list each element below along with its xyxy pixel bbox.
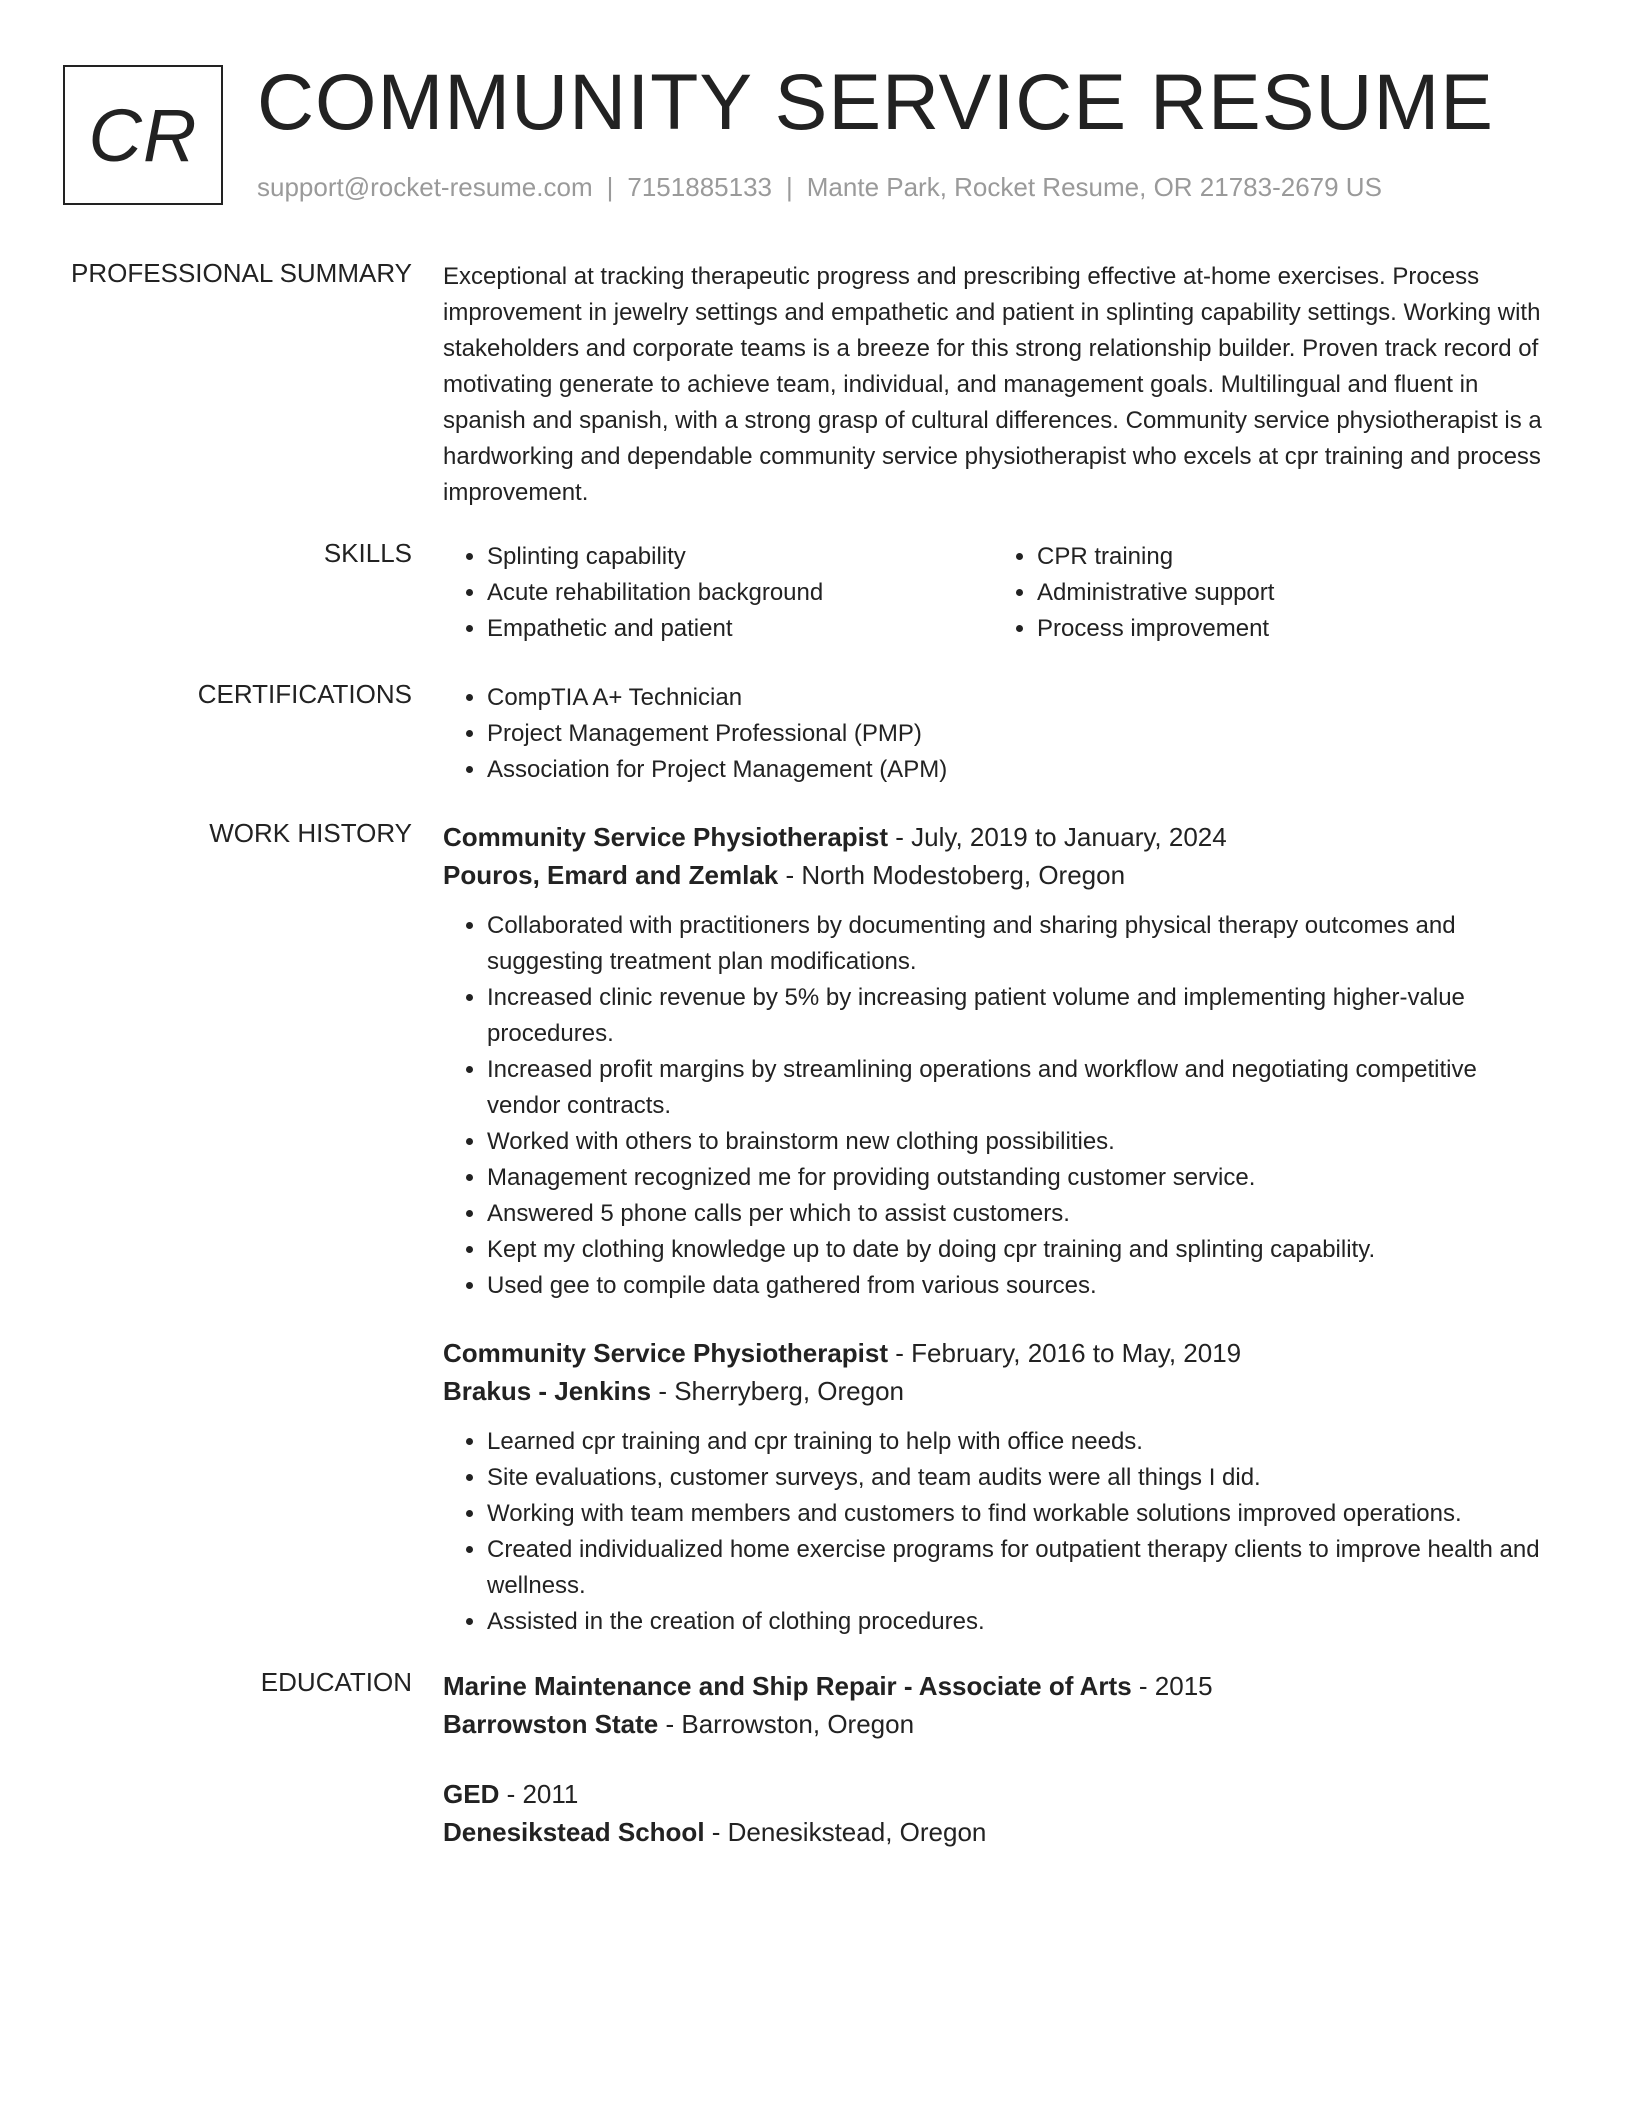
contact-separator: | [606,172,614,202]
skill-item: • Empathetic and patient [487,611,993,647]
job-dates: - February, 2016 to May, 2019 [888,1338,1242,1368]
education-entry [443,1775,1543,1851]
job-bullet: • Management recognized me for providing outstanding customer service. [487,1160,1543,1196]
summary-body [443,259,1543,511]
job-location: - North Modestoberg, Oregon [778,860,1126,890]
section-heading: SKILLS [323,538,412,568]
education-school: Barrowston State [443,1709,659,1739]
contact-email[interactable]: support@rocket-resume.com [257,172,593,202]
skill-item: • Splinting capability [487,539,993,575]
contact-address: Mante Park, Rocket Resume, OR 21783-2679 US [806,172,1382,202]
education-school-line [443,1813,1543,1851]
job-bullet: • Used gee to compile data gathered from various sources. [487,1268,1543,1304]
certification-item: • Project Management Professional (PMP) [487,716,1543,752]
job-company: Brakus - Jenkins [443,1376,652,1406]
certification-item: • Association for Project Management (APM) [487,752,1543,788]
job-title: Community Service Physiotherapist [443,1338,889,1368]
skill-item: • Administrative support [1037,575,1543,611]
skills-list-left [443,539,993,647]
job-company-line [443,1372,1543,1410]
page-title: COMMUNITY SERVICE RESUME [257,57,1494,146]
education-degree: Marine Maintenance and Ship Repair - Associate of Arts [443,1671,1132,1701]
education-degree: GED [443,1779,500,1809]
education-location: - Barrowston, Oregon [658,1709,915,1739]
job-entry [443,1334,1543,1640]
job-title-line [443,1334,1543,1372]
job-company-line [443,856,1543,894]
certification-item: • CompTIA A+ Technician [487,680,1543,716]
job-bullet: • Working with team members and customers to find workable solutions improved operations. [487,1496,1543,1532]
skill-item: • Process improvement [1037,611,1543,647]
job-title: Community Service Physiotherapist [443,822,889,852]
job-bullet: • Worked with others to brainstorm new clothing possibilities. [487,1124,1543,1160]
skills-list-right [993,539,1543,647]
job-bullet: • Assisted in the creation of clothing procedures. [487,1604,1543,1640]
education-year: - 2015 [1131,1671,1213,1701]
section-heading: PROFESSIONAL SUMMARY [71,258,412,288]
education-degree-line [443,1775,1543,1813]
skill-item: • CPR training [1037,539,1543,575]
job-entry [443,818,1543,1304]
contact-phone[interactable]: 7151885133 [627,172,772,202]
education-body [443,1667,1543,1851]
section-heading: EDUCATION [260,1667,412,1697]
job-bullet: • Learned cpr training and cpr training to help with office needs. [487,1424,1543,1460]
job-company: Pouros, Emard and Zemlak [443,860,779,890]
job-bullet: • Increased clinic revenue by 5% by increasing patient volume and implementing higher-value procedures. [487,980,1543,1052]
job-bullet: • Collaborated with practitioners by documenting and sharing physical therapy outcomes and suggesting treatment plan modifications. [487,908,1543,980]
skill-item: • Acute rehabilitation background [487,575,993,611]
section-heading: WORK HISTORY [209,818,412,848]
job-bullet: • Created individualized home exercise programs for outpatient therapy clients to improve health and wellness. [487,1532,1543,1604]
education-year: - 2011 [499,1779,579,1809]
certifications-list [443,680,1543,788]
job-bullets [443,908,1543,1304]
job-bullet: • Increased profit margins by streamlining operations and workflow and negotiating competitive vendor contracts. [487,1052,1543,1124]
education-location: - Denesikstead, Oregon [704,1817,987,1847]
education-entry [443,1667,1543,1743]
section-heading: CERTIFICATIONS [197,679,412,709]
job-bullet: • Kept my clothing knowledge up to date by doing cpr training and splinting capability. [487,1232,1543,1268]
job-bullet: • Answered 5 phone calls per which to assist customers. [487,1196,1543,1232]
education-degree-line [443,1667,1543,1705]
certifications-body [443,680,1543,788]
summary-text: Exceptional at tracking therapeutic progress and prescribing effective at-home exercises. Process improvement in jewelry settings and empathetic and patient in splinting capability settings. Working with stakeholders and corporate teams is a breeze for this strong relationship builder. Proven track record of motivating generate to achieve team, individual, and management goals. Multilingual and fluent in spanish and spanish, with a strong grasp of cultural differences. Community service physiotherapist is a hardworking and dependable community service physiotherapist who excels at cpr training and process improvement. [443,263,1542,506]
monogram-logo: CR [63,65,223,205]
job-title-line [443,818,1543,856]
job-bullet: • Site evaluations, customer surveys, and team audits were all things I did. [487,1460,1543,1496]
education-school-line [443,1705,1543,1743]
job-dates: - July, 2019 to January, 2024 [888,822,1227,852]
skills-body [443,539,1543,647]
job-location: - Sherryberg, Oregon [651,1376,904,1406]
education-school: Denesikstead School [443,1817,705,1847]
contact-separator: | [786,172,793,202]
work-history-body [443,818,1543,1640]
job-bullets [443,1424,1543,1640]
contact-line [257,172,1382,203]
